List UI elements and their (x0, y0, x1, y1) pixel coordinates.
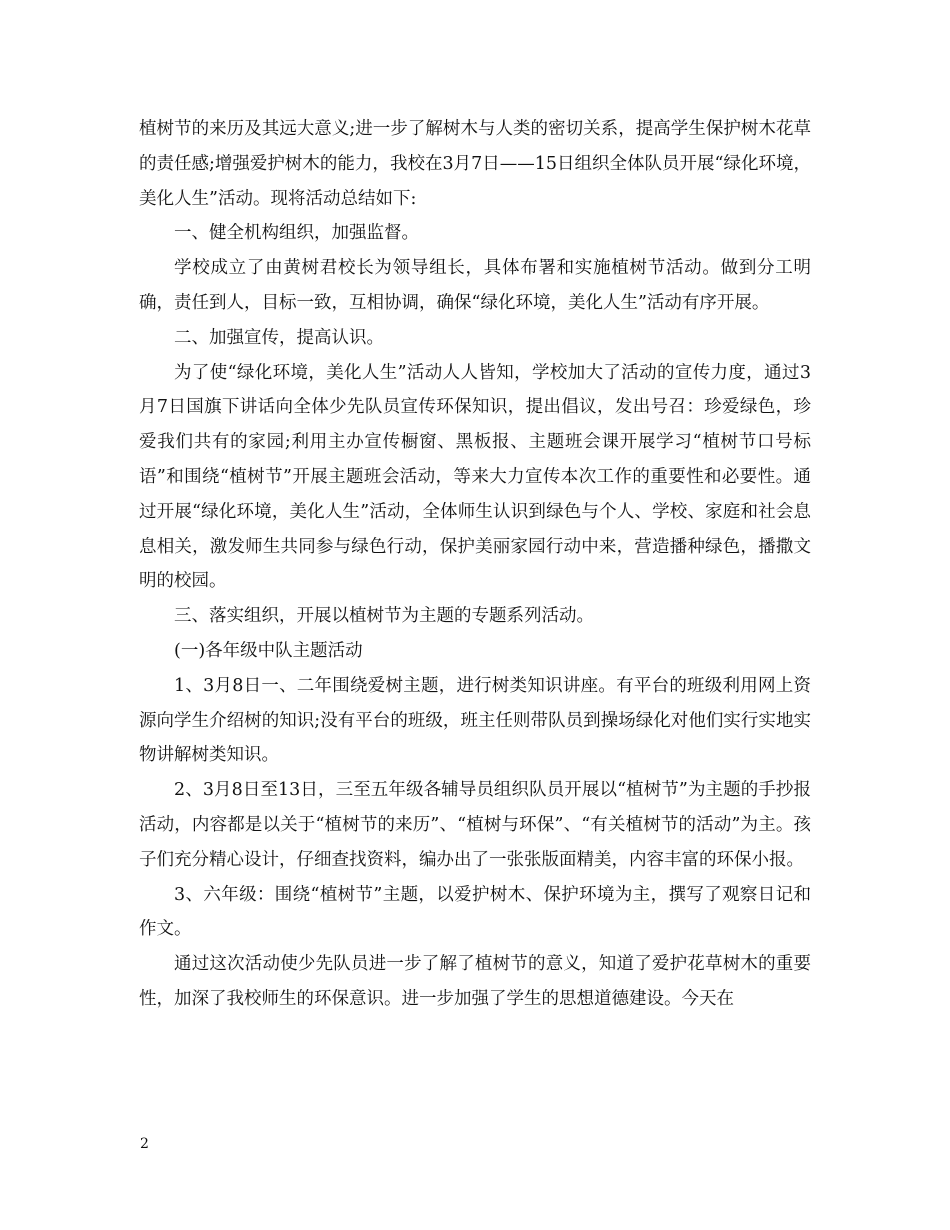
paragraph: 为了使“绿化环境，美化人生”活动人人皆知，学校加大了活动的宣传力度，通过3月7日国旗下讲话向全体少先队员宣传环保知识，提出倡议，发出号召：珍爱绿色，珍爱我们共有的家园;利用主办宣传橱窗、黑板报、主题班会课开展学习“植树节口号标语”和围绕“植树节”开展主题班会活动，等来大力宣传本次工作的重要性和必要性。通过开展“绿化环境，美化人生”活动，全体师生认识到绿色与个人、学校、家庭和社会息息相关，激发师生共同参与绿色行动，保护美丽家园行动中来，营造播种绿色，播撒文明的校园。 (139, 362, 811, 592)
section-heading: 三、落实组织，开展以植树节为主题的专题系列活动。 (174, 606, 594, 627)
list-item: 2、3月8日至13日，三至五年级各辅导员组织队员开展以“植树节”为主题的手抄报活动，内容都是以关于“植树节的来历”、“植树与环保”、“有关植树节的活动”为主。孩子们充分精心设计，仔细查找资料，编办出了一张张版面精美，内容丰富的环保小报。 (139, 780, 811, 870)
body-text (139, 112, 811, 1017)
paragraph: 学校成立了由黄树君校长为领导组长，具体布署和实施植树节活动。做到分工明确，责任到人，目标一致，互相协调，确保“绿化环境，美化人生”活动有序开展。 (139, 258, 811, 313)
list-item: 1、3月8日一、二年围绕爱树主题，进行树类知识讲座。有平台的班级利用网上资源向学生介绍树的知识;没有平台的班级，班主任则带队员到操场绿化对他们实行实地实物讲解树类知识。 (139, 675, 811, 766)
paragraph: 通过这次活动使少先队员进一步了解了植树节的意义，知道了爱护花草树木的重要性，加深了我校师生的环保意识。进一步加强了学生的思想道德建设。今天在 (139, 954, 811, 1009)
subsection-heading: (一)各年级中队主题活动 (174, 640, 363, 661)
list-item: 3、六年级：围绕“植树节”主题，以爱护树木、保护环境为主，撰写了观察日记和作文。 (139, 884, 811, 940)
page-number: 2 (140, 1136, 149, 1152)
section-heading: 一、健全机构组织，加强监督。 (174, 223, 419, 244)
section-heading: 二、加强宣传，提高认识。 (174, 327, 384, 348)
paragraph: 植树节的来历及其远大意义;进一步了解树木与人类的密切关系，提高学生保护树木花草的责任感;增强爱护树木的能力，我校在3月7日——15日组织全体队员开展“绿化环境，美化人生”活动。现将活动总结如下: (139, 119, 811, 209)
